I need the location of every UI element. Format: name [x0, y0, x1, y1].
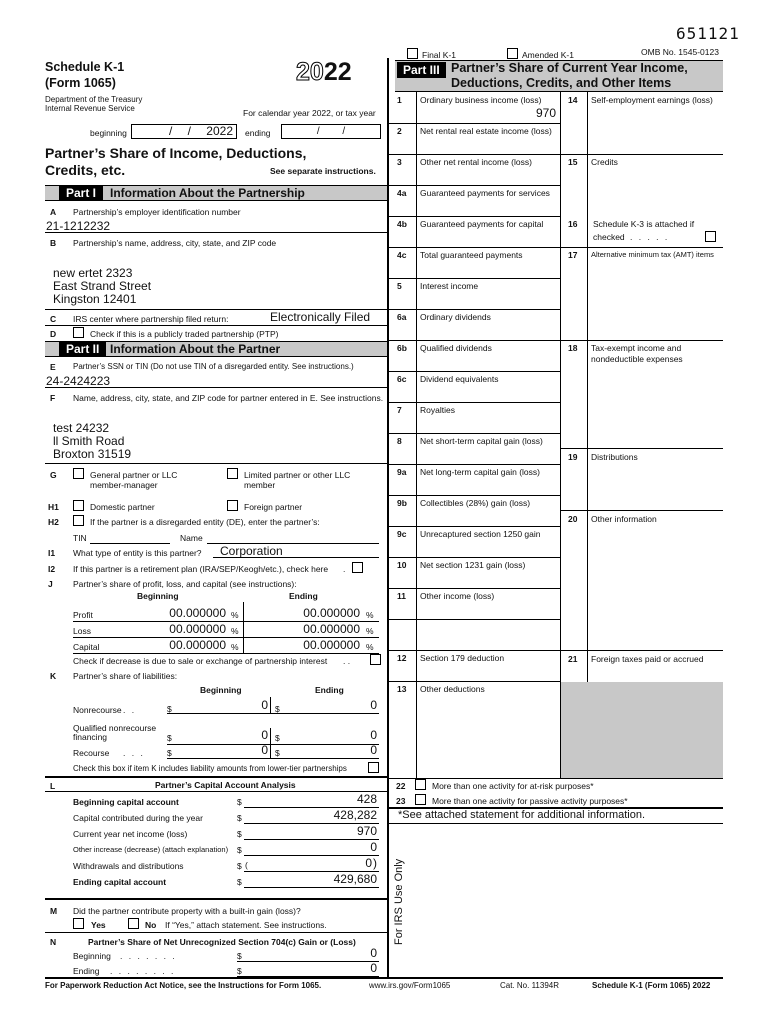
box-label: Net short-term capital gain (loss) — [420, 436, 543, 446]
rule — [388, 433, 561, 434]
retirement-plan-label: If this partner is a retirement plan (IRA/SEP/Keogh/etc.), check here — [73, 564, 329, 574]
rule — [388, 650, 561, 651]
yes-label: Yes — [91, 920, 106, 930]
box-number: 9a — [397, 467, 407, 477]
tax-year-ending-field[interactable]: / / — [281, 124, 381, 139]
de-name-label: Name — [180, 533, 203, 543]
box-label: Net long-term capital gain (loss) — [420, 467, 540, 477]
final-k1-checkbox[interactable] — [407, 48, 418, 59]
decrease-sale-checkbox[interactable] — [370, 654, 381, 665]
j-beginning-header: Beginning — [137, 591, 179, 601]
j-ending-header: Ending — [289, 591, 318, 601]
line-n-letter: N — [50, 937, 57, 947]
dollar-sign: $ — [237, 813, 242, 823]
share-ending-value[interactable]: 00.000000 — [303, 622, 360, 636]
rule — [388, 247, 561, 248]
box-label: Ordinary dividends — [420, 312, 491, 322]
percent-sign: % — [366, 626, 374, 636]
part1-header — [45, 185, 387, 201]
box-value[interactable]: 970 — [535, 106, 556, 120]
box-label: Other income (loss) — [420, 591, 495, 601]
dollar-sign: $ — [237, 877, 242, 887]
dollar-sign: $ — [275, 733, 280, 743]
capital-row-value[interactable]: 429,680 — [333, 872, 377, 886]
ending-label: ending — [245, 128, 271, 138]
dollar-sign: $ — [167, 704, 172, 714]
box16-label1: Schedule K-3 is attached if — [593, 219, 695, 229]
box-number: 11 — [397, 591, 406, 601]
box21-label: Foreign taxes paid or accrued — [591, 654, 704, 664]
box20-label: Other information — [591, 514, 657, 524]
rule — [388, 340, 561, 341]
rule — [213, 557, 379, 558]
form-title-line1: Partner’s Share of Income, Deductions, — [45, 145, 307, 161]
box16-number: 16 — [568, 219, 578, 229]
percent-sign: % — [231, 642, 239, 652]
box-label: Interest income — [420, 281, 479, 291]
rule — [167, 758, 379, 759]
column-divider — [387, 58, 389, 978]
box-number: 1 — [397, 95, 402, 105]
line-e-letter: E — [50, 362, 56, 372]
rule — [270, 728, 271, 744]
omb-number: OMB No. 1545-0123 — [641, 47, 719, 57]
box16-label2: checked — [593, 232, 625, 242]
part2-tag: Part II — [59, 341, 106, 357]
nonrecourse-ending[interactable]: 0 — [370, 698, 377, 712]
amended-k1-checkbox[interactable] — [507, 48, 518, 59]
tax-year-suffix: 22 — [323, 58, 352, 86]
tax-year — [296, 58, 352, 87]
box-label: Net section 1231 gain (loss) — [420, 560, 526, 570]
footer-form-reference: Schedule K-1 (Form 1065) 2022 — [592, 981, 711, 990]
limited-partner-checkbox[interactable] — [227, 468, 238, 479]
dollar-sign: $ — [237, 829, 242, 839]
box-label: Other deductions — [420, 684, 485, 694]
rule — [560, 650, 723, 651]
capital-row-label: Current year net income (loss) — [73, 829, 188, 839]
box17-label: Alternative minimum tax (AMT) items — [591, 250, 714, 259]
capital-analysis-title: Partner’s Capital Account Analysis — [155, 780, 296, 790]
qual-nonrecourse-label: Qualified nonrecourse — [73, 723, 157, 733]
text: . . . . . — [630, 232, 670, 242]
dollar-sign: $ — [237, 966, 242, 976]
partnership-address-label: Partnership’s name, address, city, state, and ZIP code — [73, 238, 277, 248]
ptp-checkbox[interactable] — [73, 327, 84, 338]
k-ending-header: Ending — [315, 685, 344, 695]
capital-row-value[interactable]: 0 — [370, 840, 377, 854]
treasury-dept: Department of the Treasury — [45, 95, 143, 104]
line-i2-letter: I2 — [48, 564, 56, 574]
text: . . . — [123, 748, 145, 758]
line-h2-letter: H2 — [48, 517, 59, 527]
recourse-ending[interactable]: 0 — [370, 743, 377, 757]
rule — [560, 247, 723, 248]
retirement-plan-checkbox[interactable] — [352, 562, 363, 573]
part3-title-line1: Partner’s Share of Current Year Income, — [451, 61, 688, 75]
text: . . . . . . . — [120, 951, 177, 961]
box17-number: 17 — [568, 250, 578, 260]
capital-row-value[interactable]: 428 — [356, 792, 377, 806]
box-label: Unrecaptured section 1250 gain — [420, 529, 541, 539]
text: . . — [123, 705, 137, 715]
percent-sign: % — [366, 610, 374, 620]
ein-value[interactable]: 21-1212232 — [46, 219, 111, 233]
partnership-street[interactable]: East Strand Street — [53, 279, 152, 293]
box-number: 6c — [397, 374, 407, 384]
capital-row-label: Withdrawals and distributions — [73, 861, 184, 871]
box-label: Dividend equivalents — [420, 374, 499, 384]
general-partner-checkbox[interactable] — [73, 468, 84, 479]
tax-year-beginning-field[interactable]: / / 2022 — [131, 124, 237, 139]
limited-partner-label: Limited partner or other LLC — [244, 470, 351, 480]
percent-sign: % — [231, 610, 239, 620]
part2-title: Information About the Partner — [110, 342, 281, 356]
box-number: 4b — [397, 219, 407, 229]
rule — [560, 154, 723, 155]
built-in-gain-label: Did the partner contribute property with a built-in gain (loss)? — [73, 906, 301, 916]
n-ending-label: Ending — [73, 966, 100, 976]
box-label: Total guaranteed payments — [420, 250, 523, 260]
line-f-letter: F — [50, 393, 56, 403]
box-number: 7 — [397, 405, 402, 415]
decrease-sale-label: Check if decrease is due to sale or exchange of partnership interest — [73, 656, 328, 666]
entity-type-label: What type of entity is this partner? — [73, 548, 202, 558]
final-k1-label: Final K-1 — [422, 50, 457, 60]
ptp-label: Check if this is a publicly traded partnership (PTP) — [90, 329, 279, 339]
rule — [244, 887, 379, 888]
part3-tag: Part III — [397, 62, 446, 78]
part1-title: Information About the Partnership — [110, 186, 305, 200]
built-in-gain-yes-checkbox[interactable] — [73, 918, 84, 929]
irs-center-value[interactable]: Electronically Filed — [270, 310, 371, 324]
rule — [388, 464, 561, 465]
box-number: 13 — [397, 684, 407, 694]
nonrecourse-label: Nonrecourse — [73, 705, 122, 715]
box-label: Guaranteed payments for services — [420, 188, 550, 198]
rule — [388, 123, 561, 124]
beginning-label: beginning — [90, 128, 127, 138]
form-barcode-number: 651121 — [676, 24, 740, 43]
capital-row-value[interactable]: 970 — [356, 824, 377, 838]
see-instructions: See separate instructions. — [270, 166, 376, 176]
box-number: 10 — [397, 560, 407, 570]
share-beginning-value[interactable]: 00.000000 — [169, 622, 226, 636]
close-paren: ) — [373, 856, 377, 870]
box-label: Qualified dividends — [420, 343, 492, 353]
rule — [560, 510, 723, 511]
rule — [243, 602, 244, 654]
no-label: No — [145, 920, 157, 930]
rule — [45, 463, 387, 464]
liabilities-label: Partner’s share of liabilities: — [73, 671, 178, 681]
box-label: Guaranteed payments for capital — [420, 219, 544, 229]
rule — [388, 278, 561, 279]
line-c-letter: C — [50, 314, 57, 324]
passive-activity-checkbox[interactable] — [415, 794, 426, 805]
box-number: 9c — [397, 529, 407, 539]
n-beginning-value[interactable]: 0 — [370, 946, 377, 960]
share-beginning-value[interactable]: 00.000000 — [169, 638, 226, 652]
box14-label: Self-employment earnings (loss) — [591, 95, 713, 105]
rule — [388, 371, 561, 372]
lower-tier-label: Check this box if item K includes liability amounts from lower-tier partnerships — [73, 764, 347, 773]
dollar-sign: $ — [275, 748, 280, 758]
rule — [388, 588, 561, 589]
line-b-letter: B — [50, 238, 57, 248]
box-number: 4c — [397, 250, 407, 260]
section-704c-title: Partner’s Share of Net Unrecognized Section 704(c) Gain or (Loss) — [88, 937, 356, 947]
box-label: Net rental real estate income (loss) — [420, 126, 552, 136]
rule — [45, 932, 387, 933]
catalog-number: Cat. No. 11394R — [500, 981, 559, 990]
box21-number: 21 — [568, 654, 578, 664]
at-risk-checkbox[interactable] — [415, 779, 426, 790]
rule — [167, 713, 379, 714]
share-ending-value[interactable]: 00.000000 — [303, 606, 360, 620]
at-risk-label: More than one activity for at-risk purposes* — [432, 781, 594, 791]
part2-header — [45, 341, 387, 357]
disregarded-entity-checkbox[interactable] — [73, 515, 84, 526]
rule — [388, 778, 723, 779]
irs-label: Internal Revenue Service — [45, 104, 135, 113]
capital-row-label: Ending capital account — [73, 877, 167, 887]
dollar-sign: $ — [167, 733, 172, 743]
partnership-city[interactable]: Kingston 12401 — [53, 292, 137, 306]
de-tin-field[interactable] — [90, 543, 170, 544]
passive-activity-label: More than one activity for passive activity purposes* — [432, 796, 628, 806]
lower-tier-checkbox[interactable] — [368, 762, 379, 773]
n-ending-value[interactable]: 0 — [370, 961, 377, 975]
open-paren: ( — [245, 860, 248, 870]
box20-number: 20 — [568, 514, 578, 524]
box22-number: 22 — [396, 781, 406, 791]
rule — [45, 977, 723, 979]
qual-nonrecourse-label2: financing — [73, 732, 108, 742]
tax-year-prefix: 20 — [296, 58, 324, 86]
dollar-sign: $ — [237, 861, 242, 871]
partnership-name[interactable]: new ertet 2323 — [53, 266, 133, 280]
rule — [270, 697, 271, 713]
box-label: Section 179 deduction — [420, 653, 505, 663]
rule — [45, 325, 387, 326]
share-pct-label: Partner’s share of profit, loss, and capital (see instructions): — [73, 579, 297, 589]
line-l-letter: L — [50, 781, 56, 791]
box14-number: 14 — [568, 95, 578, 105]
k-beginning-header: Beginning — [200, 685, 242, 695]
box15-number: 15 — [568, 157, 578, 167]
rule — [388, 309, 561, 310]
nonrecourse-beginning[interactable]: 0 — [261, 698, 268, 712]
recourse-label: Recourse — [73, 748, 110, 758]
partner-tin-value[interactable]: 24-2424223 — [46, 374, 111, 388]
qual-nonrecourse-ending[interactable]: 0 — [370, 728, 377, 742]
disregarded-entity-label: If the partner is a disregarded entity (DE), enter the partner’s: — [90, 517, 320, 527]
built-in-gain-note: If “Yes,” attach statement. See instructions. — [165, 920, 327, 930]
capital-row-value[interactable]: 0 — [365, 856, 372, 870]
partner-city[interactable]: Broxton 31519 — [53, 447, 132, 461]
de-tin-label: TIN — [73, 533, 87, 543]
box-number: 6a — [397, 312, 407, 322]
rule — [416, 92, 417, 778]
ein-label: Partnership’s employer identification number — [73, 207, 241, 217]
rule — [388, 495, 561, 496]
box19-label: Distributions — [591, 452, 638, 462]
rule — [388, 216, 561, 217]
rule — [560, 340, 723, 341]
rule — [270, 744, 271, 758]
rule — [587, 92, 588, 682]
box23-number: 23 — [396, 796, 406, 806]
rule — [388, 823, 723, 824]
share-row-label: Loss — [73, 626, 91, 636]
form-title-line2: Credits, etc. — [45, 162, 126, 178]
share-ending-value[interactable]: 00.000000 — [303, 638, 360, 652]
paperwork-notice: For Paperwork Reduction Act Notice, see the Instructions for Form 1065. — [45, 981, 322, 990]
foreign-partner-label: Foreign partner — [244, 502, 303, 512]
share-row-label: Profit — [73, 610, 93, 620]
shaded-area — [561, 682, 723, 778]
text: . . . . . . . . — [110, 966, 176, 976]
box18-label2: nondeductible expenses — [591, 354, 683, 364]
box18-label1: Tax-exempt income and — [591, 343, 682, 353]
box-label: Collectibles (28%) gain (loss) — [420, 498, 531, 508]
rule — [560, 448, 723, 449]
box-number: 2 — [397, 126, 402, 136]
n-beginning-label: Beginning — [73, 951, 111, 961]
rule — [560, 92, 561, 778]
part3-title-line2: Deductions, Credits, and Other Items — [451, 76, 672, 90]
rule — [45, 898, 387, 900]
part3-header — [395, 60, 723, 92]
share-beginning-value[interactable]: 00.000000 — [169, 606, 226, 620]
percent-sign: % — [231, 626, 239, 636]
percent-sign: % — [366, 642, 374, 652]
irs-url[interactable]: www.irs.gov/Form1065 — [369, 981, 451, 990]
rule — [45, 387, 387, 388]
line-d-letter: D — [50, 329, 57, 339]
partner-name[interactable]: test 24232 — [53, 421, 110, 435]
box-number: 9b — [397, 498, 407, 508]
rule — [45, 232, 387, 233]
part1-tag: Part I — [59, 185, 103, 201]
general-partner-label: General partner or LLC — [90, 470, 178, 480]
box-number: 3 — [397, 157, 402, 167]
box15-label: Credits — [591, 157, 618, 167]
line-a-letter: A — [50, 207, 57, 217]
built-in-gain-no-checkbox[interactable] — [128, 918, 139, 929]
capital-row-label: Other increase (decrease) (attach explanation) — [73, 845, 229, 854]
box-number: 6b — [397, 343, 407, 353]
partner-tin-label: Partner’s SSN or TIN (Do not use TIN of a disregarded entity. See instructions.) — [73, 362, 354, 371]
rule — [388, 557, 561, 558]
irs-use-only-label: For IRS Use Only — [393, 858, 405, 945]
rule — [388, 681, 561, 682]
dollar-sign: $ — [237, 951, 242, 961]
rule — [388, 154, 561, 155]
form-number: (Form 1065) — [45, 76, 116, 90]
rule — [388, 402, 561, 403]
box-number: 8 — [397, 436, 402, 446]
amended-k1-label: Amended K-1 — [522, 50, 574, 60]
box-label: Royalties — [420, 405, 455, 415]
rule — [388, 526, 561, 527]
text: . . — [343, 656, 351, 666]
recourse-beginning[interactable]: 0 — [261, 743, 268, 757]
general-partner-label2: member-manager — [90, 480, 158, 490]
box18-number: 18 — [568, 343, 578, 353]
line-i1-letter: I1 — [48, 548, 56, 558]
schedule-name: Schedule K-1 — [45, 60, 125, 74]
line-j-letter: J — [48, 579, 53, 589]
capital-row-label: Capital contributed during the year — [73, 813, 203, 823]
dollar-sign: $ — [237, 845, 242, 855]
dollar-sign: $ — [275, 704, 280, 714]
dollar-sign: $ — [167, 748, 172, 758]
irs-center-label: IRS center where partnership filed return: — [73, 314, 229, 324]
rule — [388, 619, 561, 620]
box-label: Other net rental income (loss) — [420, 157, 532, 167]
qual-nonrecourse-beginning[interactable]: 0 — [261, 728, 268, 742]
box-number: 12 — [397, 653, 407, 663]
dollar-sign: $ — [237, 797, 242, 807]
rule — [45, 776, 387, 778]
box19-number: 19 — [568, 452, 578, 462]
calendar-year-label: For calendar year 2022, or tax year — [243, 108, 376, 118]
foreign-partner-checkbox[interactable] — [227, 500, 238, 511]
box-number: 4a — [397, 188, 407, 198]
rule — [388, 185, 561, 186]
capital-row-label: Beginning capital account — [73, 797, 179, 807]
domestic-partner-checkbox[interactable] — [73, 500, 84, 511]
text: . — [343, 564, 346, 574]
rule — [73, 653, 379, 654]
entity-type-value[interactable]: Corporation — [220, 544, 283, 558]
partner-street[interactable]: ll Smith Road — [53, 434, 125, 448]
line-g-letter: G — [50, 470, 57, 480]
partner-address-label: Name, address, city, state, and ZIP code for partner entered in E. See instructions. — [73, 393, 384, 403]
attached-statement-note: *See attached statement for additional information. — [398, 809, 646, 821]
line-h1-letter: H1 — [48, 502, 59, 512]
capital-row-value[interactable]: 428,282 — [333, 808, 377, 822]
k3-attached-checkbox[interactable] — [705, 231, 716, 242]
limited-partner-label2: member — [244, 480, 276, 490]
box-label: Ordinary business income (loss) — [420, 95, 542, 105]
share-row-label: Capital — [73, 642, 100, 652]
domestic-partner-label: Domestic partner — [90, 502, 155, 512]
line-k-letter: K — [50, 671, 57, 681]
box-number: 5 — [397, 281, 402, 291]
line-m-letter: M — [50, 906, 58, 916]
